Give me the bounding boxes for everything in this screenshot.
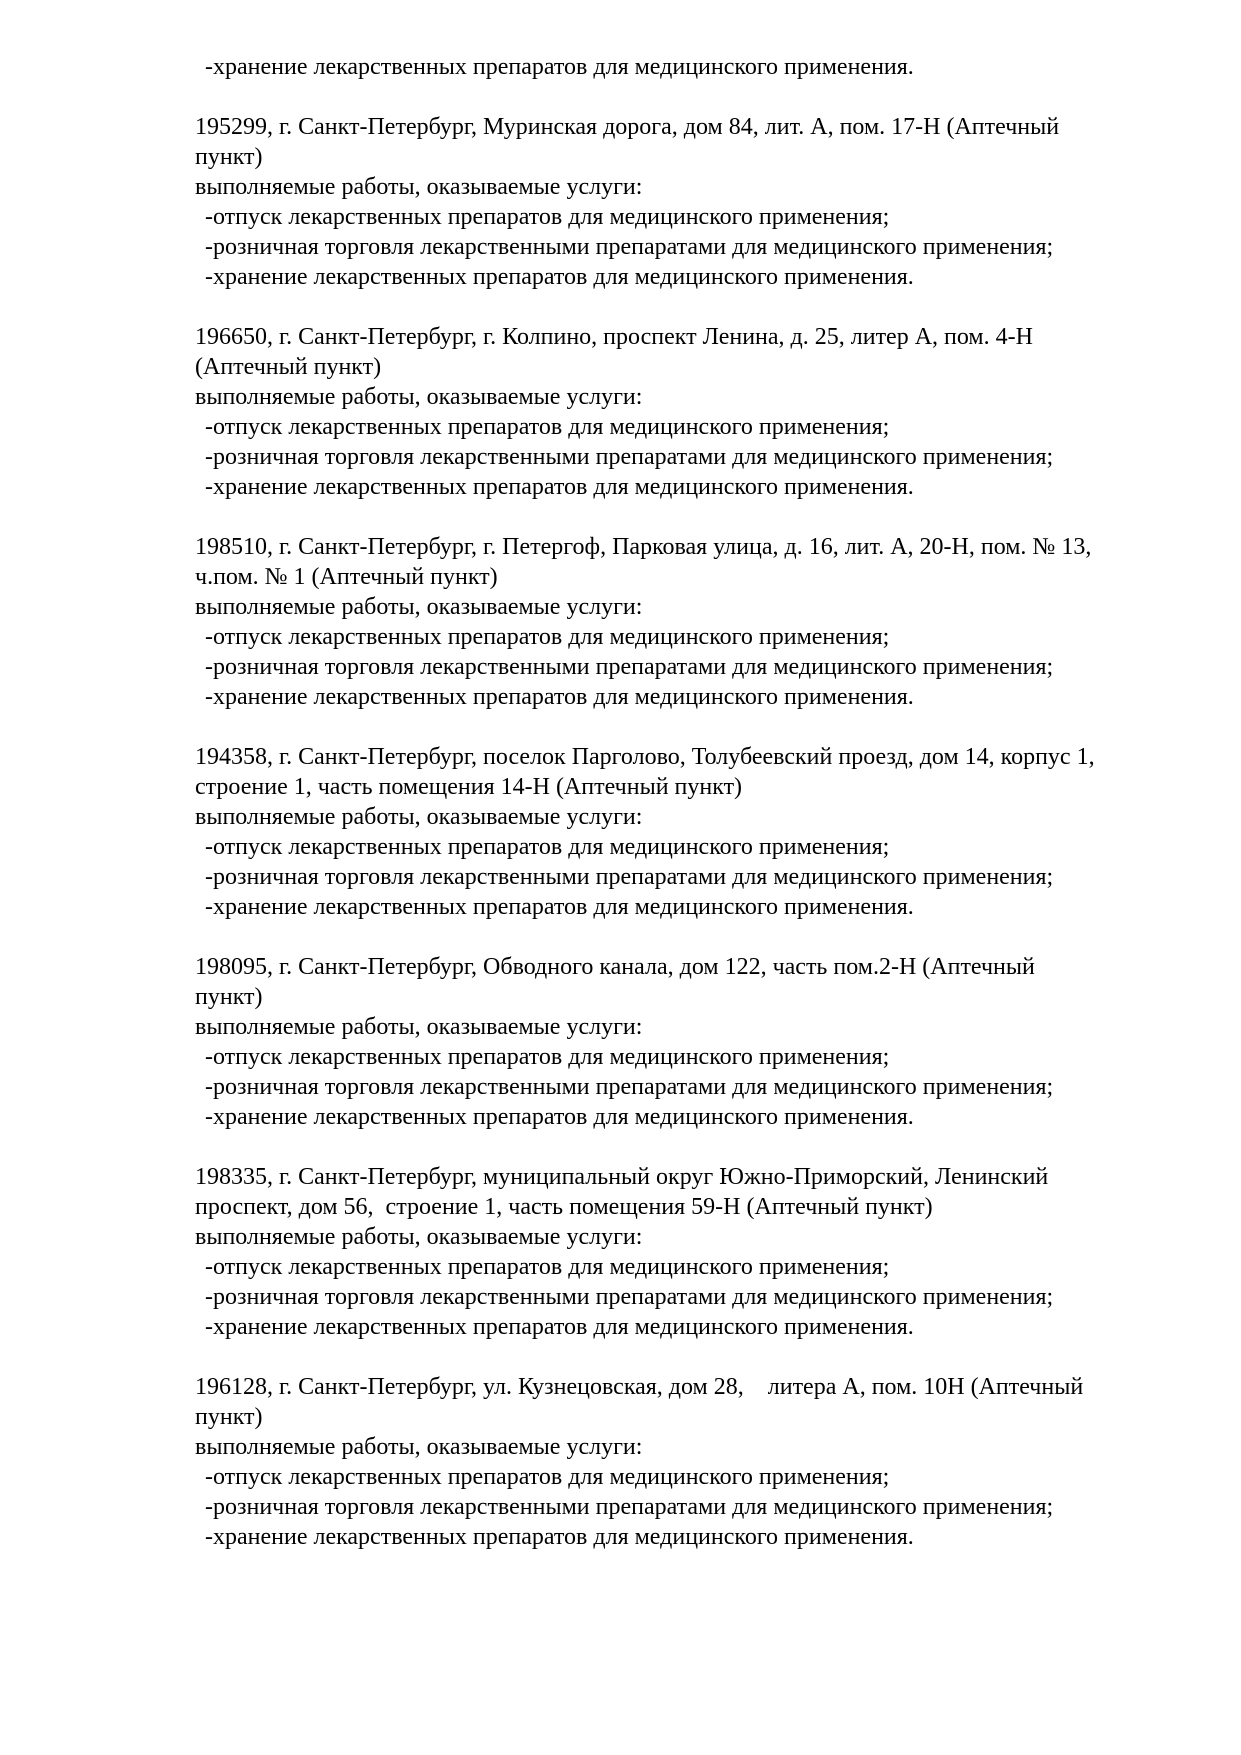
entry-service-storage: -хранение лекарственных препаратов для медицинского применения. (205, 684, 914, 710)
entry-service-retail: -розничная торговля лекарственными препаратами для медицинского применения; (205, 864, 1054, 890)
entry-address-line-2: (Аптечный пункт) (195, 354, 382, 380)
continuation-service-line: -хранение лекарственных препаратов для медицинского применения. (205, 54, 914, 80)
entry-service-retail: -розничная торговля лекарственными препаратами для медицинского применения; (205, 1284, 1054, 1310)
entry-works-label: выполняемые работы, оказываемые услуги: (195, 1434, 643, 1460)
entry-service-storage: -хранение лекарственных препаратов для медицинского применения. (205, 264, 914, 290)
entry-service-storage: -хранение лекарственных препаратов для медицинского применения. (205, 1524, 914, 1550)
entry-address-line-1: 198510, г. Санкт-Петербург, г. Петергоф, Парковая улица, д. 16, лит. А, 20-Н, пом. № 13, (195, 534, 1092, 560)
entry-address-line-2: строение 1, часть помещения 14-Н (Аптечный пункт) (195, 774, 743, 800)
entry-works-label: выполняемые работы, оказываемые услуги: (195, 384, 643, 410)
entry-works-label: выполняемые работы, оказываемые услуги: (195, 1224, 643, 1250)
entry-works-label: выполняемые работы, оказываемые услуги: (195, 804, 643, 830)
entry-address-line-2: проспект, дом 56, строение 1, часть помещения 59-Н (Аптечный пункт) (195, 1194, 933, 1220)
entry-works-label: выполняемые работы, оказываемые услуги: (195, 1014, 643, 1040)
entry-works-label: выполняемые работы, оказываемые услуги: (195, 594, 643, 620)
pharmacy-entry (195, 1162, 1223, 1342)
entry-service-dispensing: -отпуск лекарственных препаратов для медицинского применения; (205, 414, 890, 440)
entry-address-line-1: 198095, г. Санкт-Петербург, Обводного канала, дом 122, часть пом.2-Н (Аптечный (195, 954, 1035, 980)
entry-service-storage: -хранение лекарственных препаратов для медицинского применения. (205, 1314, 914, 1340)
pharmacy-entry (195, 1372, 1223, 1552)
pharmacy-entry (195, 952, 1223, 1132)
entry-service-dispensing: -отпуск лекарственных препаратов для медицинского применения; (205, 204, 890, 230)
entry-service-retail: -розничная торговля лекарственными препаратами для медицинского применения; (205, 444, 1054, 470)
entry-service-retail: -розничная торговля лекарственными препаратами для медицинского применения; (205, 1074, 1054, 1100)
entry-address-line-1: 194358, г. Санкт-Петербург, поселок Парголово, Толубеевский проезд, дом 14, корпус 1, (195, 744, 1095, 770)
entries-list (195, 112, 1223, 1552)
entry-works-label: выполняемые работы, оказываемые услуги: (195, 174, 643, 200)
entry-service-dispensing: -отпуск лекарственных препаратов для медицинского применения; (205, 1254, 890, 1280)
pharmacy-entry (195, 322, 1223, 502)
entry-service-storage: -хранение лекарственных препаратов для медицинского применения. (205, 474, 914, 500)
entry-address-line-2: ч.пом. № 1 (Аптечный пункт) (195, 564, 498, 590)
pharmacy-entry (195, 112, 1223, 292)
entry-service-dispensing: -отпуск лекарственных препаратов для медицинского применения; (205, 624, 890, 650)
entry-service-storage: -хранение лекарственных препаратов для медицинского применения. (205, 894, 914, 920)
entry-service-retail: -розничная торговля лекарственными препаратами для медицинского применения; (205, 1494, 1054, 1520)
entry-address-line-1: 196128, г. Санкт-Петербург, ул. Кузнецовская, дом 28, литера А, пом. 10Н (Аптечный (195, 1374, 1084, 1400)
entry-service-dispensing: -отпуск лекарственных препаратов для медицинского применения; (205, 1464, 890, 1490)
pharmacy-entry (195, 532, 1223, 712)
entry-service-dispensing: -отпуск лекарственных препаратов для медицинского применения; (205, 1044, 890, 1070)
entry-address-line-1: 195299, г. Санкт-Петербург, Муринская дорога, дом 84, лит. А, пом. 17-Н (Аптечный (195, 114, 1060, 140)
pharmacy-entry (195, 742, 1223, 922)
entry-address-line-1: 196650, г. Санкт-Петербург, г. Колпино, проспект Ленина, д. 25, литер А, пом. 4-Н (195, 324, 1033, 350)
entry-address-line-2: пункт) (195, 1404, 263, 1430)
entry-address-line-1: 198335, г. Санкт-Петербург, муниципальный округ Южно-Приморский, Ленинский (195, 1164, 1049, 1190)
entry-service-dispensing: -отпуск лекарственных препаратов для медицинского применения; (205, 834, 890, 860)
entry-address-line-2: пункт) (195, 984, 263, 1010)
entry-service-retail: -розничная торговля лекарственными препаратами для медицинского применения; (205, 234, 1054, 260)
entry-service-storage: -хранение лекарственных препаратов для медицинского применения. (205, 1104, 914, 1130)
entry-service-retail: -розничная торговля лекарственными препаратами для медицинского применения; (205, 654, 1054, 680)
entry-address-line-2: пункт) (195, 144, 263, 170)
